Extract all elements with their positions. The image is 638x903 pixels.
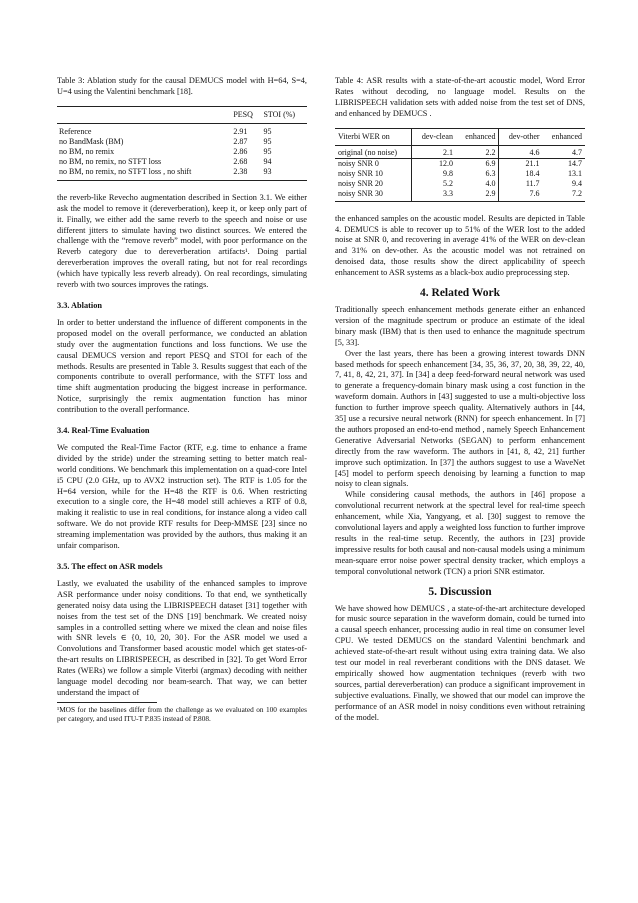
table-row	[57, 147, 307, 157]
table-cell: noisy SNR 30	[338, 188, 383, 198]
paragraph: We computed the Real-Time Factor (RTF, e.g. time to enhance a frame divided by the stride) under the streaming setting to better match real-world conditions. We benchmark this implementation on a quad-core Intel i5 CPU (2.0 GHz, up to AVX2 instruction set). The RTF is 1.05 for the H=64 version, while for the H=48 the RTF is 0.6. When restricting execution to a single core, the H=48 model still achieves a RTF of 0.8, making it realistic to use in real conditions, for instance along a video call software. We do not provide RTF results for Deep-MMSE [23] since no streaming implementation was provided by the authors, thus making it an unfair comparison.	[57, 442, 307, 551]
paragraph: Traditionally speech enhancement methods generate either an enhanced version of the magnitude spectrum or produce an estimate of the ideal binary mask (IBM) that is then used to enhance the magnitude spectrum [5, 33].	[335, 304, 585, 347]
table-cell: no BandMask (BM)	[59, 136, 124, 146]
table-cell: noisy SNR 20	[338, 178, 383, 188]
table-row	[335, 158, 585, 169]
table4-header-cell: dev-other	[499, 128, 543, 145]
table3-header-cell: STOI (%)	[261, 106, 307, 123]
table-cell: 21.1	[499, 158, 543, 169]
section-heading: 4. Related Work	[420, 287, 500, 300]
paragraph: the enhanced samples on the acoustic model. Results are depicted in Table 4. DEMUCS is able to recover up to 51% of the WER lost to the added noise at SNR 0, and recovering in average 41% of the WER on dev-clean and 31% on dev-other. As the acoustic model was not retrained on denoised data, those results show the direct applicability of speech enhancement to ASR systems as a black-box audio preprocessing step.	[335, 213, 585, 278]
table-cell: 2.1	[412, 145, 456, 158]
table-row	[335, 145, 585, 158]
section-heading: 3.5. The effect on ASR models	[57, 562, 163, 571]
table-cell: 7.6	[499, 189, 543, 202]
table-cell: 9.8	[412, 169, 456, 179]
table-cell: Reference	[59, 126, 92, 136]
table4-header-cell: enhanced	[456, 128, 499, 145]
table-cell: 4.0	[485, 178, 496, 188]
table-cell: 93	[263, 166, 272, 176]
table4-header-row	[335, 128, 585, 145]
paragraph: While considering causal methods, the authors in [46] propose a convolutional recurrent network at the spectral level for real-time speech enhancement, while Xia, Yangyang, et al. [30] suggest to remove the convolutional layers and apply a weighted loss function to further improve results in the real-time setup. Recently, the authors in [23] provide impressive results for both causal and non-causal models using a minimum mean-square error noise power spectral density tracker, which employs a temporal convolutional network (TCN) a priori SNR estimator.	[335, 490, 585, 576]
table-cell: 94	[263, 156, 272, 166]
table-cell: 2.91	[233, 126, 248, 136]
table-cell: 2.86	[233, 146, 248, 156]
table-cell: no BM, no remix, no STFT loss , no shift	[59, 166, 192, 176]
table-cell: noisy SNR 0	[338, 158, 379, 168]
table-cell: 4.6	[499, 145, 543, 158]
paragraph: We have showed how DEMUCS , a state-of-the-art architecture developed for music source separation in the waveform domain, could be turned into a causal speech enhancer, processing audio in real time on consumer level CPU. We tested DEMUCS on the standard Valentini benchmark and achieved state-of-the-art result without using extra training data. We also test our model in real reverberant conditions with the DNS dataset. We empirically showed how augmentation techniques (reverb with two sources, partial dereverberation) can produce a significant improvement in subjective evaluations. Finally, we showed that our model can improve the performance of an ASR model in noisy conditions even without retraining of the model.	[335, 603, 585, 722]
section-heading: 3.4. Real-Time Evaluation	[57, 426, 150, 436]
table-cell: 5.2	[412, 179, 456, 189]
table-cell: 95	[263, 126, 272, 136]
table-row	[57, 123, 307, 137]
table-cell: original (no noise)	[335, 145, 412, 158]
table-row	[57, 157, 307, 167]
table3-caption: Table 3: Ablation study for the causal DEMUCS model with H=64, S=4, U=4 using the Valentini benchmark [18].	[57, 76, 307, 96]
table-cell: 11.7	[499, 179, 543, 189]
table-cell: 6.3	[485, 168, 496, 178]
table-cell: 9.4	[572, 178, 582, 188]
table3	[57, 106, 307, 181]
table-cell: 95	[263, 136, 272, 146]
table-cell: no BM, no remix	[59, 146, 115, 156]
section-heading: 3.3. Ablation	[57, 300, 102, 310]
table-cell: 2.9	[485, 188, 496, 198]
table3-header-row	[57, 106, 307, 123]
table-cell: 95	[263, 146, 272, 156]
section-heading: 5. Discussion	[428, 585, 492, 598]
table-cell: 2.2	[456, 145, 499, 158]
table4	[335, 128, 585, 202]
paragraph: In order to better understand the influence of different components in the proposed model on the overall performance, we conducted an ablation study over the augmentation functions and loss functions. We use the causal DEMUCS version and report PESQ and STOI for each of the methods. Results are presented in Table 3. Results suggest that each of the components contribute to overall performance, with the STFT loss and time shift augmentation producing the biggest increase in performance. Notice, surprisingly the remix augmentation function has minor contribution to the overall performance.	[57, 317, 307, 415]
table4-header-cell: dev-clean	[412, 128, 456, 145]
table-row	[57, 167, 307, 181]
table-row	[57, 137, 307, 147]
table-row	[335, 169, 585, 179]
table-cell: noisy SNR 10	[338, 168, 383, 178]
table-cell: 2.38	[233, 166, 248, 176]
table4-header-cell: enhanced	[543, 128, 585, 145]
table-cell: 2.87	[233, 136, 248, 146]
paragraph: the reverb-like Revecho augmentation described in Section 3.1. We either ask the model to remove it (dereverberation), keep it, or keep only part of it. Finally, we either add the same reverb to the speech and noise or use different jitters to simulate having two distinct sources. We entered the challenge with the “remove reverb” model, with poor performance on the Reverb category due to dereverberation artifacts¹. Doing partial dereverberation improves the overall rating, but not for real recordings (which have typically less reverb already). On real recordings, simulating reverb with two sources improves the ratings.	[57, 192, 307, 290]
footnote-text: ¹MOS for the baselines differ from the challenge as we evaluated on 100 examples per category, and used ITU-T P.835 instead of P.808.	[57, 704, 307, 723]
table3-header-cell	[57, 106, 231, 123]
table-cell: 14.7	[568, 158, 582, 168]
table3-header-cell: PESQ	[231, 106, 261, 123]
table4-caption: Table 4: ASR results with a state-of-the-art acoustic model, Word Error Rates without decoding, no language model. Results on the LIBRISPEECH validation sets with added noise from the test set of DNS, and enhanced by DEMUCS .	[335, 76, 585, 118]
table-cell: 4.7	[543, 145, 585, 158]
paragraph: Over the last years, there has been a growing interest towards DNN based methods for speech enhancement [34, 35, 36, 37, 20, 38, 39, 22, 40, 7, 41, 8, 42, 21, 37]. In [34] a deep feed-forward neural network was used to generate a frequency-domain binary mask using a cost function in the waveform domain. Authors in [43] suggested to use a multi-objective loss function to further improve speech quality. Alternatively authors in [44, 35] use a recursive neural network (RNN) for speech enhancement. In [7] the authors proposed an end-to-end method , namely Speech Enhancement Generative Adversarial Networks (SEGAN) to perform enhancement directly from the raw waveform. The authors in [41, 8, 42, 21] further improve such optimization. In [37] the authors suggest to use a WaveNet [45] model to perform speech denoising by learning a function to map noisy to clean signals.	[335, 348, 585, 489]
table-cell: 12.0	[412, 158, 456, 169]
table4-header-cell: Viterbi WER on	[335, 128, 412, 145]
table-cell: 3.3	[412, 189, 456, 202]
footnote	[57, 702, 307, 723]
left-column	[57, 76, 307, 723]
table-row	[335, 179, 585, 189]
paragraph: Lastly, we evaluated the usability of the enhanced samples to improve ASR performance under noisy conditions. To that end, we synthetically generated noisy data using the LIBRISPEECH dataset [31] together with noises from the test set of the DNS [19] benchmark. We created noisy samples in a controlled setting where we mixed the clean and noise files with SNR levels ∈ {0, 10, 20, 30}. For the ASR model we used a Convolutions and Transformer based acoustic model which get states-of-the-art results on LIBRISPEECH, as described in [32]. To get Word Error Rates (WERs) we follow a simple Viterbi (argmax) decoding with neither language model decoding nor beam-search. That way, we can better understand the impact of	[57, 578, 307, 697]
table-cell: 18.4	[499, 169, 543, 179]
table-cell: 13.1	[568, 168, 582, 178]
right-column	[335, 76, 585, 724]
table-cell: 6.9	[485, 158, 496, 168]
table-cell: 2.68	[233, 156, 248, 166]
table-cell: 7.2	[572, 188, 582, 198]
table-row	[335, 189, 585, 202]
table-cell: no BM, no remix, no STFT loss	[59, 156, 162, 166]
